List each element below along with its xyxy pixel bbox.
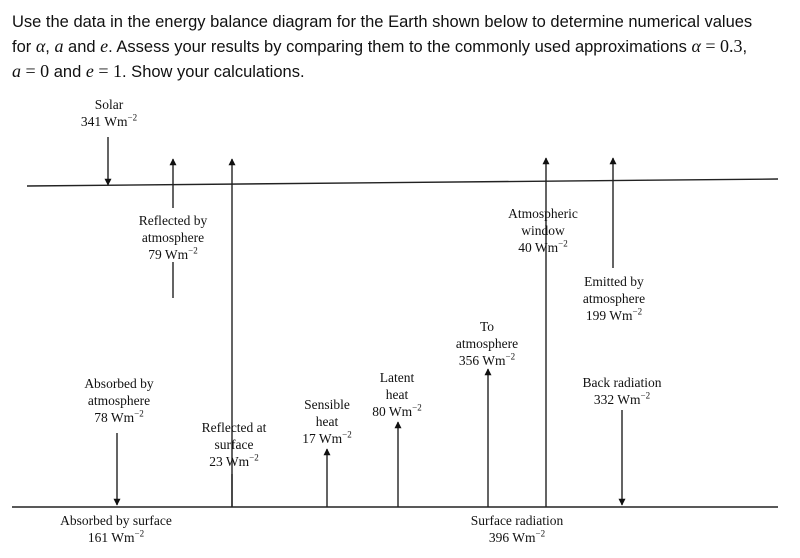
sensible-heat-label-l2: heat: [315, 414, 339, 429]
equals-2: =: [21, 61, 41, 81]
emitted-atmosphere-unit-exp: −2: [632, 306, 643, 317]
latent-heat-label-l2: heat: [385, 387, 409, 402]
solar-label-title: Solar: [94, 97, 124, 112]
emitted-atmosphere-label-l2: atmosphere: [582, 291, 646, 306]
emitted-atmosphere-value: 199 Wm: [585, 308, 633, 323]
latent-heat-label-l1: Latent: [379, 370, 415, 385]
back-radiation-label-l1: Back radiation: [582, 375, 662, 390]
back-radiation-value-line: [582, 391, 661, 408]
solar-label-value: 341 Wm: [80, 114, 128, 129]
latent-heat-unit-exp: −2: [412, 402, 422, 413]
equals-3: =: [93, 61, 114, 81]
sensible-heat-label-l1: Sensible: [304, 397, 350, 412]
back-radiation-value: 332 Wm: [593, 392, 641, 407]
emitted-atmosphere-label: [583, 273, 645, 324]
sensible-heat-unit-exp: −2: [342, 429, 352, 440]
absorbed-atmosphere-value: 78 Wm: [94, 410, 135, 425]
question-and1: and: [63, 38, 101, 56]
absorbed-surface-value-line: [60, 529, 172, 546]
reflected-surface-value: 23 Wm: [209, 454, 250, 469]
absorbed-surface-label: [60, 512, 172, 546]
alpha-symbol: α: [35, 36, 46, 56]
absorbed-atmosphere-value-line: [84, 409, 153, 426]
surface-radiation-value-line: [471, 529, 564, 546]
question-part2: for: [12, 38, 36, 56]
to-atmosphere-label: [456, 318, 518, 369]
atmospheric-window-label-l2: window: [521, 223, 565, 238]
surface-radiation-unit-exp: −2: [535, 528, 546, 539]
a-symbol-2: a: [12, 61, 21, 81]
to-atmosphere-value-line: [456, 352, 518, 369]
alpha-value: 0.3: [720, 36, 743, 56]
to-atmosphere-unit-exp: −2: [505, 351, 516, 362]
question-part1: Use the data in the energy balance diagram for the Earth shown below to determine numerical values: [12, 13, 753, 31]
e-symbol-2: e: [85, 61, 94, 81]
question-and2: and: [49, 63, 86, 81]
sensible-heat-label: [302, 396, 351, 447]
e-value: 1: [113, 61, 123, 81]
atmospheric-window-unit-exp: −2: [558, 238, 568, 249]
back-radiation-label: [582, 374, 661, 408]
alpha-symbol-2: α: [691, 36, 701, 56]
equals-1: =: [700, 36, 721, 56]
absorbed-surface-unit-exp: −2: [134, 528, 145, 539]
atmospheric-window-value: 40 Wm: [518, 240, 559, 255]
surface-radiation-label-l1: Surface radiation: [470, 513, 564, 528]
latent-heat-value-line: [372, 403, 421, 420]
absorbed-atmosphere-label: [84, 375, 153, 426]
absorbed-surface-label-l1: Absorbed by surface: [60, 513, 172, 528]
reflected-atmosphere-label-l2: atmosphere: [141, 230, 205, 245]
top-of-atmosphere-line: [27, 179, 778, 186]
surface-radiation-value: 396 Wm: [488, 530, 536, 545]
to-atmosphere-label-l2: atmosphere: [455, 336, 519, 351]
reflected-surface-value-line: [202, 453, 267, 470]
reflected-atmosphere-label: [139, 212, 208, 263]
atmospheric-window-value-line: [508, 239, 578, 256]
question-part4: . Show your calculations.: [122, 63, 305, 81]
latent-heat-label: [372, 369, 421, 420]
atmospheric-window-label-l1: Atmospheric: [508, 206, 578, 221]
surface-radiation-label: [471, 512, 564, 546]
absorbed-atmosphere-label-l1: Absorbed by: [84, 376, 154, 391]
solar-label-value-line: [81, 113, 137, 130]
reflected-atmosphere-value-line: [139, 246, 208, 263]
absorbed-surface-value: 161 Wm: [87, 530, 135, 545]
absorbed-atmosphere-label-l2: atmosphere: [87, 393, 151, 408]
emitted-atmosphere-label-l1: Emitted by: [584, 274, 644, 289]
question-part3: . Assess your results by comparing them to the commonly used approximations: [108, 38, 692, 56]
reflected-atmosphere-label-l1: Reflected by: [138, 213, 208, 228]
sensible-heat-value: 17 Wm: [302, 431, 343, 446]
sensible-heat-value-line: [302, 430, 351, 447]
e-symbol: e: [100, 36, 109, 56]
a-symbol: a: [54, 36, 64, 56]
back-radiation-unit-exp: −2: [640, 390, 651, 401]
reflected-surface-label-l1: Reflected at: [201, 420, 267, 435]
to-atmosphere-value: 356 Wm: [458, 353, 506, 368]
question-comma1: ,: [45, 38, 55, 56]
reflected-surface-unit-exp: −2: [249, 452, 259, 463]
reflected-surface-label-l2: surface: [214, 437, 254, 452]
reflected-atmosphere-unit-exp: −2: [188, 245, 198, 256]
latent-heat-value: 80 Wm: [372, 404, 413, 419]
a-value: 0: [40, 61, 50, 81]
reflected-surface-label: [202, 419, 267, 470]
to-atmosphere-label-l1: To: [479, 319, 495, 334]
solar-label: [81, 96, 137, 130]
atmospheric-window-label: [508, 205, 578, 256]
emitted-atmosphere-value-line: [583, 307, 645, 324]
absorbed-atmosphere-unit-exp: −2: [134, 408, 144, 419]
question-comma2: ,: [742, 38, 748, 56]
reflected-atmosphere-value: 79 Wm: [148, 247, 189, 262]
solar-label-unit-exp: −2: [127, 112, 138, 123]
